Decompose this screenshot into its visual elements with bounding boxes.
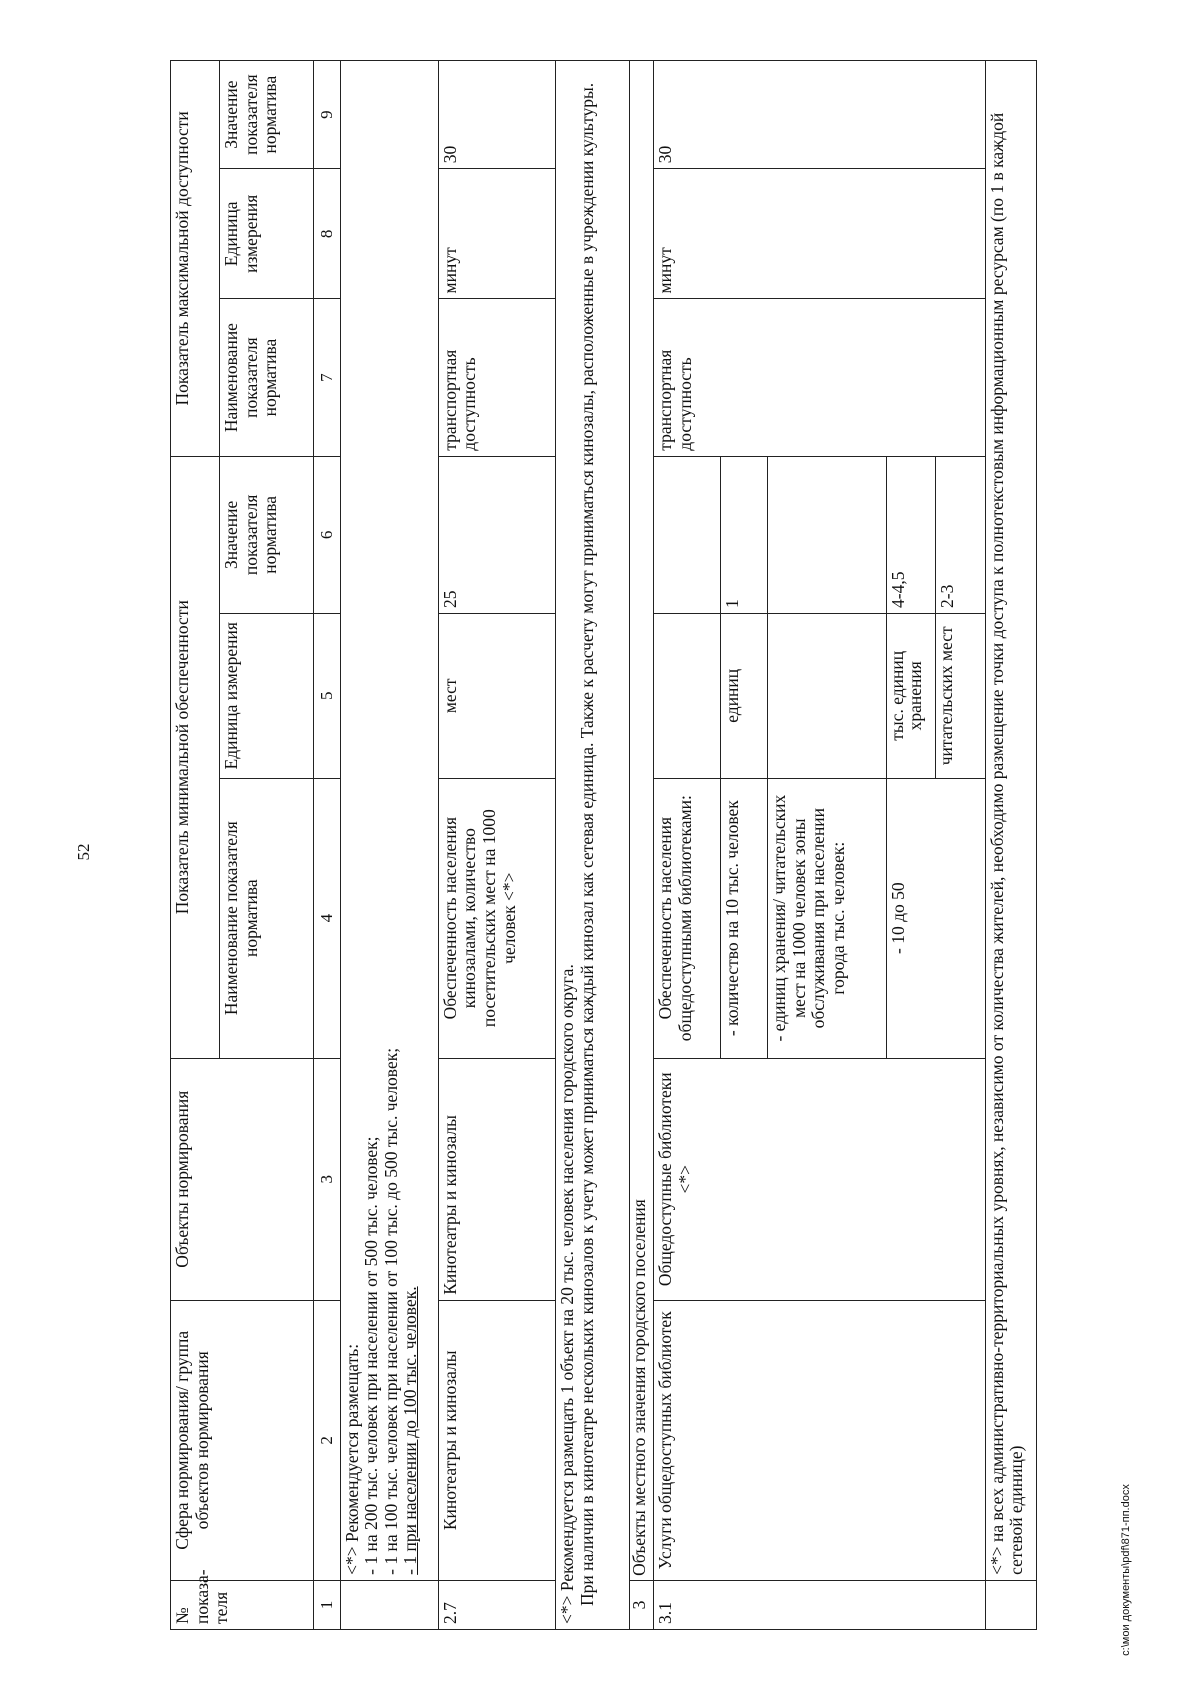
row-sphere: Кинотеатры и кинозалы — [438, 1300, 555, 1580]
row-indicator: Обеспеченность населения общедоступными библиотеками: — [654, 778, 721, 1058]
subrow-value: 4-4,5 — [887, 456, 936, 613]
header-col-sphere: Сфера нормирования/ группа объектов нормирования — [171, 1300, 314, 1580]
column-number: 6 — [313, 456, 340, 613]
empty-cell — [654, 613, 721, 778]
column-number: 4 — [313, 778, 340, 1058]
row-max-value: 30 — [654, 61, 985, 169]
row-max-indicator: транспортная доступность — [654, 299, 985, 456]
row-value: 25 — [438, 456, 555, 613]
header-min-indicator-name: Наименование показателя норматива — [220, 778, 314, 1058]
subrow-value: 1 — [721, 456, 768, 613]
empty-cell — [985, 1580, 1036, 1629]
empty-cell — [340, 1580, 438, 1629]
note1-line: - 1 на 100 тыс. человек при населении от 100 тыс. до 500 тыс. человек; — [380, 1047, 401, 1575]
column-number-row — [313, 61, 340, 1630]
column-number: 8 — [313, 169, 340, 299]
column-number: 7 — [313, 299, 340, 456]
row-sphere: Услуги общедоступных библиотек — [654, 1300, 985, 1580]
row-indicator: Обеспеченность населения кинозалами, количество посетительских мест на 1000 человек <*> — [438, 778, 555, 1058]
header-col-objects: Объекты нормирования — [171, 1058, 314, 1300]
page-number: 52 — [74, 843, 93, 861]
subrow-label: - количество на 10 тыс. человек — [721, 778, 768, 1058]
row-max-unit: минут — [438, 169, 555, 299]
header-col-number: № показа-теля — [171, 1580, 314, 1629]
subrow-value: 2-3 — [936, 456, 985, 613]
rotated-table-container — [170, 60, 1037, 1630]
note-cinema-placement — [556, 61, 630, 1630]
column-number: 3 — [313, 1058, 340, 1300]
document-footer-path: c:\мои документы\pdf\871-пп.docx — [1120, 1484, 1132, 1656]
subrow-unit: тыс. единиц хранения — [887, 613, 936, 778]
header-max-indicator-name: Наименование показателя норматива — [220, 299, 314, 456]
note2-line: <*> Рекомендуется размещать 1 объект на 20 тыс. человек населения городского округа. — [557, 964, 577, 1624]
note1-line: - 1 на 200 тыс. человек при населении от 500 тыс. человек; — [361, 1136, 382, 1575]
header-min-value: Значение показателя норматива — [220, 456, 314, 613]
row-unit: мест — [438, 613, 555, 778]
note-cinema-capacity — [340, 61, 438, 1581]
row-max-unit: минут — [654, 169, 985, 299]
subrow-unit: читательских мест — [936, 613, 985, 778]
row-objects: Кинотеатры и кинозалы — [438, 1058, 555, 1300]
note1-line: - 1 при населении до 100 тыс. человек. — [400, 1286, 421, 1575]
column-number: 5 — [313, 613, 340, 778]
note1-intro: <*> Рекомендуется размещать: — [341, 1343, 362, 1575]
header-max-value: Значение показателя норматива — [220, 61, 314, 169]
norms-table — [170, 60, 1037, 1630]
section-title: Объекты местного значения городского поселения — [629, 61, 654, 1581]
column-number: 2 — [313, 1300, 340, 1580]
row-objects: Общедоступные библиотеки <*> — [654, 1058, 985, 1300]
row-max-value: 30 — [438, 61, 555, 169]
column-number: 9 — [313, 61, 340, 169]
header-max-unit: Единица измерения — [220, 169, 314, 299]
header-group-max-accessibility: Показатель максимальной доступности — [171, 61, 220, 457]
row-number: 3.1 — [654, 1580, 985, 1629]
empty-cell — [768, 613, 887, 778]
table-row-2-7 — [438, 61, 555, 1630]
empty-cell — [654, 456, 721, 613]
empty-cell — [768, 456, 887, 613]
note2-line: При наличии в кинотеатре нескольких кинозалов к учету может приниматься каждый кинозал как сетевая единица. Также к расчету могут приниматься кинозалы, расположенные в учреждении культуры. — [576, 82, 597, 1606]
subrow-unit: единиц — [721, 613, 768, 778]
note-library-access: <*> на всех административно-территориальных уровнях, независимо от количества жителей, необходимо размещение точки доступа к полнотекстовым информационным ресурсам (по 1 в каждой сетевой единице) — [985, 61, 1036, 1581]
subrow-label: - единиц хранения/ читательских мест на 1000 человек зоны обслуживания при населении города тыс. человек: — [768, 778, 887, 1058]
row-max-indicator: транспортная доступность — [438, 299, 555, 456]
subrow-label: - 10 до 50 — [887, 778, 985, 1058]
section-3-row — [629, 61, 654, 1630]
header-group-min-provision: Показатель минимальной обеспеченности — [171, 456, 220, 1058]
header-min-unit: Единица измерения — [220, 613, 314, 778]
section-number: 3 — [629, 1580, 654, 1629]
column-number: 1 — [313, 1580, 340, 1629]
table-row-3-1 — [654, 61, 721, 1630]
row-number: 2.7 — [438, 1580, 555, 1629]
